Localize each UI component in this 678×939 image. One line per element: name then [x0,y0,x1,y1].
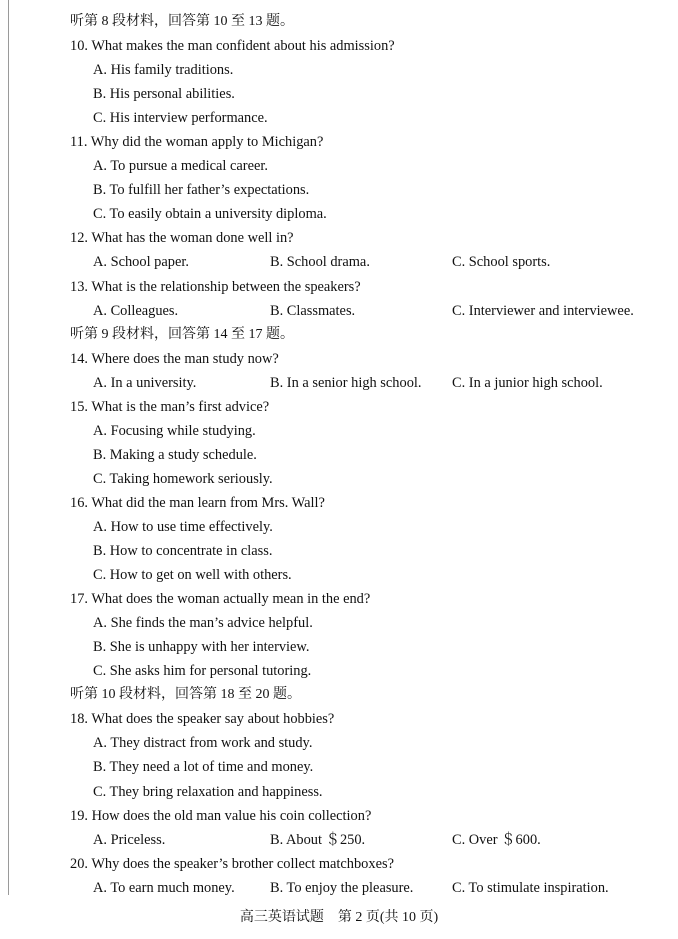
option-15c: C. Taking homework seriously. [93,470,273,487]
section-header: 听第 10 段材料，回答第 18 至 20 题。 [70,687,301,703]
option-15a: A. Focusing while studying. [93,422,256,439]
question-17: 17. What does the woman actually mean in the end? [70,591,371,608]
option-20b: B. To enjoy the pleasure. [270,879,414,896]
option-15b: B. Making a study schedule. [93,446,257,463]
option-10c: C. His interview performance. [93,110,268,127]
option-14c: C. In a junior high school. [452,374,603,391]
option-20a: A. To earn much money. [93,879,235,896]
question-20: 20. Why does the speaker’s brother collect matchboxes? [70,855,394,872]
option-17b: B. She is unhappy with her interview. [93,639,310,656]
option-18c: C. They bring relaxation and happiness. [93,783,323,800]
option-19a: A. Priceless. [93,831,166,848]
options-row-19 [0,828,678,852]
option-19c: C. Over ＄600. [452,831,541,848]
page-footer: 高三英语试题 第 2 页(共 10 页) [239,910,439,925]
option-11a: A. To pursue a medical career. [93,158,268,175]
section-header: 听第 9 段材料，回答第 14 至 17 题。 [70,326,294,342]
option-10b: B. His personal abilities. [93,86,235,103]
option-14b: B. In a senior high school. [270,374,422,391]
option-14a: A. In a university. [93,374,197,391]
exam-page-content [0,10,678,900]
question-18: 18. What does the speaker say about hobbies? [70,711,335,728]
option-16a: A. How to use time effectively. [93,518,273,535]
option-19b: B. About ＄250. [270,831,366,848]
option-12a: A. School paper. [93,254,189,271]
option-18a: A. They distract from work and study. [93,735,313,752]
question-14: 14. Where does the man study now? [70,350,279,367]
options-row-20 [0,876,678,900]
option-12b: B. School drama. [270,254,370,271]
option-17c: C. She asks him for personal tutoring. [93,663,312,680]
question-19: 19. How does the old man value his coin collection? [70,807,372,824]
option-16b: B. How to concentrate in class. [93,543,273,560]
option-11b: B. To fulfill her father’s expectations. [93,182,310,199]
option-13c: C. Interviewer and interviewee. [452,302,634,319]
options-row-14 [0,371,678,395]
options-row-12 [0,250,678,274]
question-16: 16. What did the man learn from Mrs. Wall? [70,494,325,511]
option-10a: A. His family traditions. [93,62,234,79]
option-16c: C. How to get on well with others. [93,567,292,584]
question-13: 13. What is the relationship between the speakers? [70,278,361,295]
option-17a: A. She finds the man’s advice helpful. [93,615,313,632]
option-13b: B. Classmates. [270,302,356,319]
question-11: 11. Why did the woman apply to Michigan? [70,134,324,151]
section-header: 听第 8 段材料，回答第 10 至 13 题。 [70,14,294,29]
option-20c: C. To stimulate inspiration. [452,879,609,896]
question-10: 10. What makes the man confident about his admission? [70,38,395,55]
question-12: 12. What has the woman done well in? [70,230,294,247]
option-13a: A. Colleagues. [93,302,179,319]
options-row-13 [0,299,678,323]
question-15: 15. What is the man’s first advice? [70,398,270,415]
option-12c: C. School sports. [452,254,551,271]
option-11c: C. To easily obtain a university diploma. [93,206,327,223]
option-18b: B. They need a lot of time and money. [93,759,314,776]
